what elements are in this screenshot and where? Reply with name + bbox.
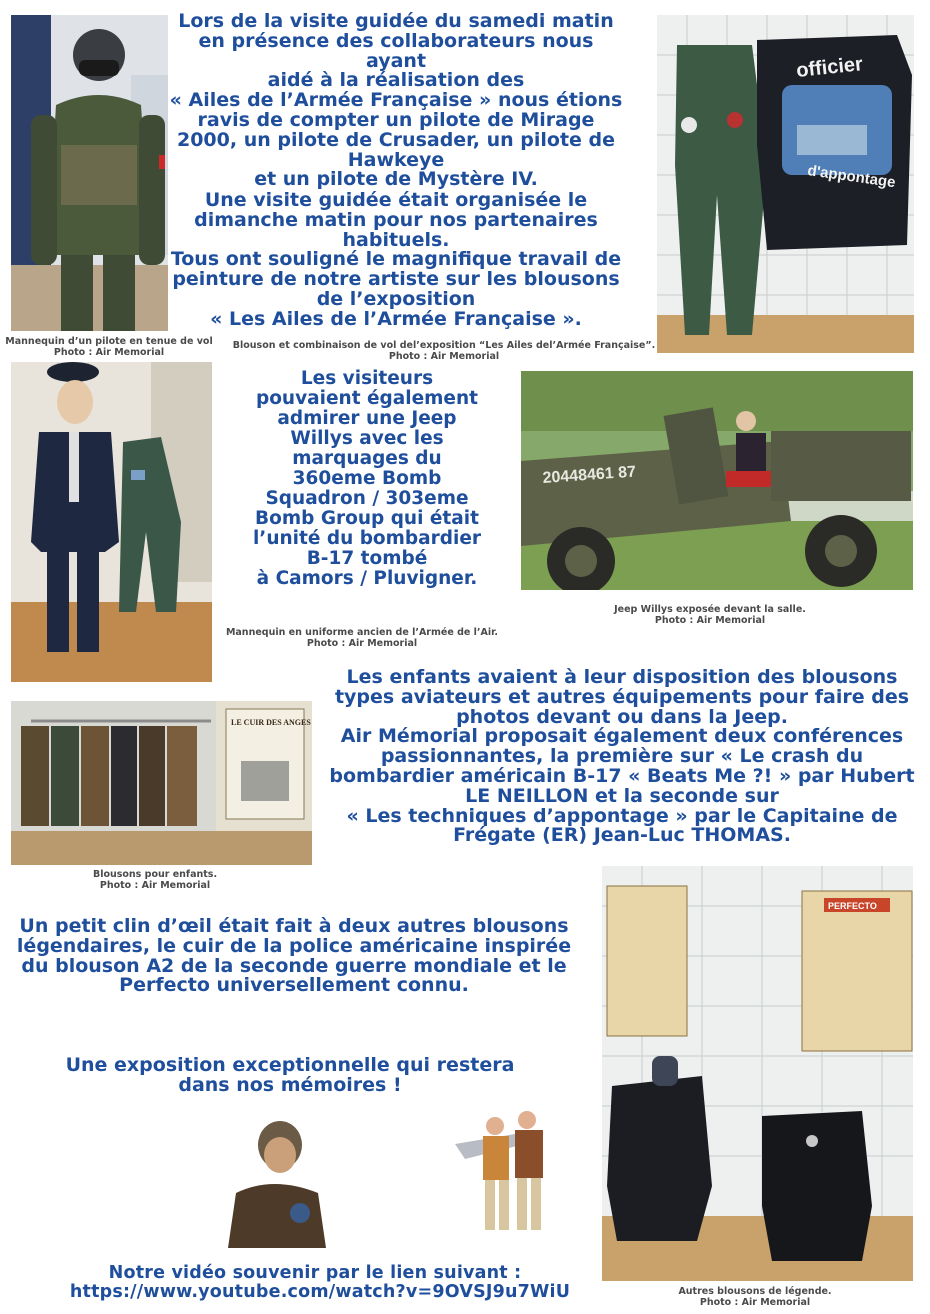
flight-jackets-photo (657, 15, 914, 353)
legend-caption: Autres blousons de légende. Photo : Air Memorial (678, 1286, 832, 1308)
uniform-mannequin-photo (11, 362, 212, 682)
closing-paragraph: Une exposition exceptionnelle qui restera dans nos mémoires ! (65, 1054, 515, 1096)
sunday-paragraph: Une visite guidée était organisée le dimanche matin pour nos partenaires habituels. Tous ont souligné le magnifique travail de peinture de notre artiste sur les blousons de l’exposition « Les Ailes de l’Armée Française ». (170, 189, 622, 330)
jeep-willys-photo (521, 371, 913, 590)
pilot-mannequin-photo (11, 15, 168, 331)
kids-caption: Blousons pour enfants. Photo : Air Memorial (92, 869, 218, 891)
jeep-serial-number: 20448461 87 (542, 463, 637, 487)
pilot-caption: Mannequin d’un pilote en tenue de vol Photo : Air Memorial (5, 336, 213, 358)
jacket-back-text-bottom: d'appontage (806, 162, 897, 192)
perfecto-poster-title: PERFECTO (828, 901, 877, 911)
children-paragraph: Les enfants avaient à leur disposition des blousons types aviateurs et autres équipements pour faire des photos devant ou dans la Jeep. Air Mémorial proposait également deux conférences passionnantes, la première sur « Le crash du bombardier américain B-17 « Beats Me ?! » par Hubert LE NEILLON et la seconde sur « Les techniques d’appontage » par le Capitaine de Frégate (ER) Jean-Luc THOMAS. (329, 666, 915, 847)
kids-sign-title: LE CUIR DES ANGES (231, 718, 311, 727)
jeep-paragraph: Les visiteurs pouvaient également admirer une Jeep Willys avec les marquages du 360eme Bomb Squadron / 303eme Bomb Group qui était l’unité du bombardier B-17 tombé à Camors / Pluvigner. (252, 368, 482, 589)
video-link[interactable]: https://www.youtube.com/watch?v=9OVSJ9u7WiU (69, 1282, 571, 1302)
airmen-illustration (455, 1104, 569, 1238)
uniform-caption: Mannequin en uniforme ancien de l’Armée de l’Air. Photo : Air Memorial (225, 627, 499, 649)
intro-paragraph: Lors de la visite guidée du samedi matin en présence des collaborateurs nous ayant aidé à la réalisation des « Ailes de l’Armée Française » nous étions ravis de compter un pilote de Mirage 2000, un pilote de Crusader, un pilote de Hawkeye et un pilote de Mystère IV. (169, 10, 623, 191)
jacket-back-text-top: officier (795, 53, 864, 82)
legendary-jackets-paragraph: Un petit clin d’œil était fait à deux autres blousons légendaires, le cuir de la police américaine inspirée du blouson A2 de la seconde guerre mondiale et le Perfecto universellement connu. (16, 915, 572, 997)
jackets-caption: Blouson et combinaison de vol del’exposition “Les Ailes del’Armée Française”. Photo : Air Memorial (232, 340, 656, 362)
legend-jackets-photo (602, 866, 913, 1281)
pilot-bust-illustration (218, 1113, 328, 1248)
jeep-caption: Jeep Willys exposée devant la salle. Photo : Air Memorial (614, 604, 806, 626)
kids-jackets-photo (11, 701, 312, 865)
video-label: Notre vidéo souvenir par le lien suivant : (108, 1263, 522, 1283)
